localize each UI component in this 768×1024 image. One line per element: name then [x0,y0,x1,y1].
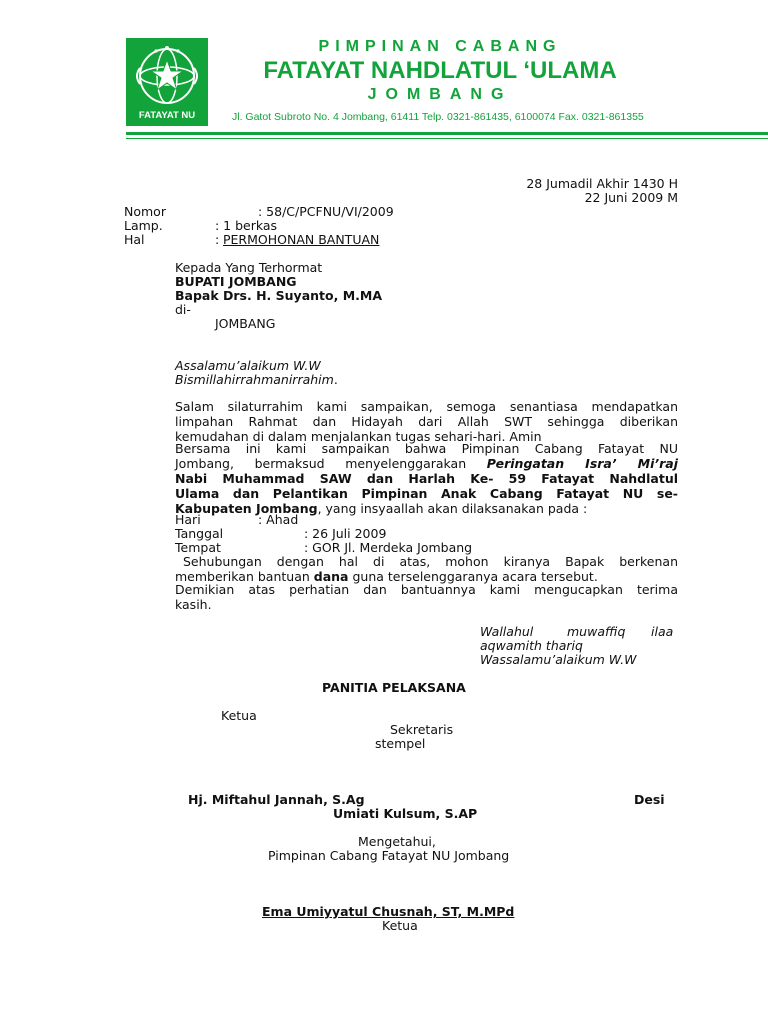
tempat-label: Tempat [175,540,221,555]
sekretaris-name-rest: Umiati Kulsum, S.AP [333,806,478,821]
chair-name: Ema Umiyyatul Chusnah, ST, M.MPd [262,904,515,919]
chair-title: Ketua [382,918,418,933]
salam: Assalamu’alaikum W.W [175,358,321,373]
recipient-office: BUPATI JOMBANG [175,274,297,289]
closing-word-3: ilaa [651,624,674,639]
letterhead-city: JOMBANG [367,86,513,103]
nomor-value: : 58/C/PCFNU/VI/2009 [258,204,394,219]
mengetahui: Mengetahui, [358,834,436,849]
organization-name: Pimpinan Cabang Fatayat NU Jombang [268,848,510,863]
panitia-heading: PANITIA PELAKSANA [322,680,466,695]
basmalah: Bismillahirrahmanirrahim. [175,372,338,387]
recipient-name: Bapak Drs. H. Suyanto, M.MA [175,288,383,303]
paragraph-event: Bersama ini kami sampaikan bahwa Pimpinan Cabang Fatayat NU Jombang, bermaksud menyelenggarakan Peringatan Isra’ Mi’raj Nabi Muhammad SAW dan Harlah Ke- 59 Fatayat Nahdlatul Ulama dan Pelantikan Pimpinan Anak Cabang Fatayat NU se- Kabupaten Jombang, yang insyaallah akan dilaksanakan pada : [175,441,679,516]
hari-value: : Ahad [258,512,299,527]
stempel-label: stempel [375,736,426,751]
closing-line-2: aqwamith thariq [480,638,583,653]
sekretaris-name-first: Desi [634,792,665,807]
date-hijri: 28 Jumadil Akhir 1430 H [526,176,678,191]
letterhead-address: Jl. Gatot Subroto No. 4 Jombang, 61411 Telp. 0321-861435, 6100074 Fax. 0321-861355 [232,111,644,123]
hal-colon: : [215,232,220,247]
ketua-label: Ketua [221,708,257,723]
letterhead-line-1: PIMPINAN CABANG [318,38,562,55]
paragraph-greeting: Salam silaturrahim kami sampaikan, semoga senantiasa mendapatkan limpahan Rahmat dan Hidayah dari Allah SWT sehingga diberikan kemudahan di dalam menjalankan tugas sehari-hari. Amin [175,399,678,444]
ketua-name: Hj. Miftahul Jannah, S.Ag [188,792,365,807]
tempat-value: : GOR Jl. Merdeka Jombang [304,540,473,555]
closing-word-2: muwaffiq [567,624,626,639]
recipient-city: JOMBANG [215,316,276,331]
paragraph-thanks: Demikian atas perhatian dan bantuannya kami mengucapkan terima kasih. [175,582,678,612]
sekretaris-label: Sekretaris [390,722,454,737]
date-gregorian: 22 Juni 2009 M [584,190,678,205]
hari-label: Hari [175,512,201,527]
tanggal-value: : 26 Juli 2009 [304,526,387,541]
globe-star-emblem-icon [126,38,208,110]
hal-label: Hal [124,232,145,247]
fatayat-nu-logo [126,38,208,126]
letterhead-divider-thick [126,132,768,135]
recipient-di: di- [175,302,191,317]
tanggal-label: Tanggal [175,526,224,541]
letterhead-org-name: FATAYAT NAHDLATUL ‘ULAMA [263,57,617,84]
lamp-value: : 1 berkas [215,218,278,233]
logo-text: FATAYAT NU [138,110,196,121]
lamp-label: Lamp. [124,218,163,233]
closing-line-3: Wassalamu’alaikum W.W [480,652,637,667]
hal-value: PERMOHONAN BANTUAN [223,232,380,247]
recipient-greeting: Kepada Yang Terhormat [175,260,323,275]
closing-word-1: Wallahul [480,624,534,639]
letterhead-divider-thin [126,138,768,139]
nomor-label: Nomor [124,204,166,219]
paragraph-request: Sehubungan dengan hal di atas, mohon kiranya Bapak berkenan memberikan bantuan dana guna terselenggaranya acara tersebut. [175,554,678,584]
